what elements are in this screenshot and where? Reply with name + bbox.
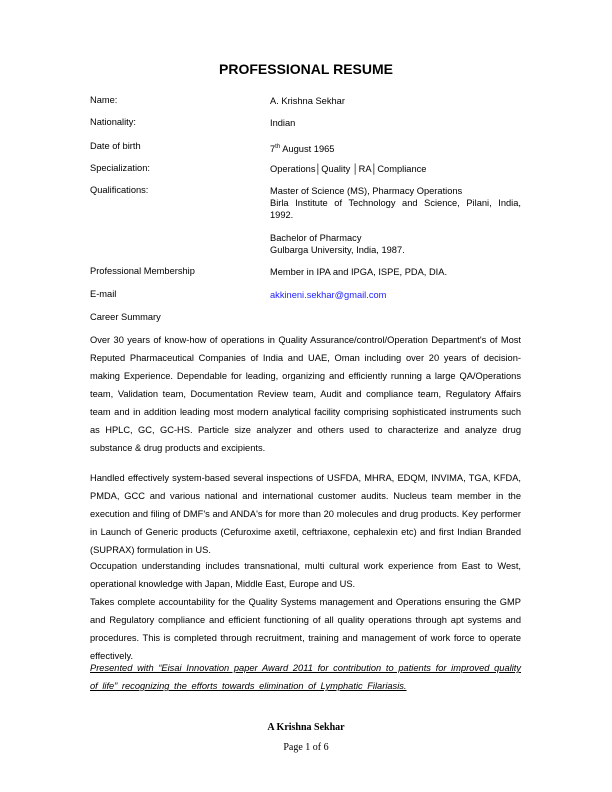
nationality-value: Indian [270,118,296,128]
summary-paragraph-1: Over 30 years of know-how of operations in Quality Assurance/control/Operation Department's of Most Reputed Pharmaceutical Companies of India and UAE, Oman including over 20 years of decision-making Experience. Dependable for leading, organizing and efficiently running a large QA/Operations team, Validation team, Documentation Review team, Audit and compliance team, Regulatory Affairs team and in addition leading most modern analytical facility comprising sophisticated instruments such as HPLC, GC, GC-HS. Particle size analyzer and others used to characterize and analyze drug substance & drug products and excipients. [90,335,521,453]
page-title: PROFESSIONAL RESUME [219,61,393,77]
qualification-school-2: Gulbarga University, India, 1987. [270,245,405,255]
dob-value [270,141,521,155]
footer-name: A Krishna Sekhar [267,722,345,733]
membership-label: Professional Membership [90,266,195,276]
qualification-school-1: Birla Institute of Technology and Science, Pilani, India, 1992. [270,198,521,220]
summary-paragraph-2: Handled effectively system-based several inspections of USFDA, MHRA, EDQM, INVIMA, TGA, KFDA, PMDA, GCC and various national and international customer audits. Nucleus team member in the execution and filing of DMF's and ANDA's for more than 20 molecules and drug products. Key performer in Launch of Generic products (Cefuroxime axetil, ceftriaxone, cephalexin etc) and first Indian Branded (SUPRAX) formulation in US. [90,473,521,555]
name-value: A. Krishna Sekhar [270,96,345,106]
specialization-value: Operations│Quality │RA│Compliance [270,164,427,174]
qualification-degree-2: Bachelor of Pharmacy [270,233,362,243]
dob-day: 7 [270,144,276,155]
dob-rest: August 1965 [280,144,335,155]
summary-paragraph-3: Occupation understanding includes transnational, multi cultural work experience from East to West, operational knowledge with Japan, Middle East, Europe and US. [90,561,521,589]
qualifications-label: Qualifications: [90,185,149,195]
dob-label: Date of birth [90,141,141,151]
nationality-label: Nationality: [90,117,136,127]
email-link[interactable]: akkineni.sekhar@gmail.com [270,290,387,300]
career-summary-heading: Career Summary [90,312,161,322]
award-statement: Presented with “Eisai Innovation paper Award 2011 for contribution to patients for improved quality of life” recognizing the efforts towards elimination of Lymphatic Filariasis. [90,663,521,691]
email-label: E-mail [90,289,117,299]
specialization-label: Specialization: [90,163,150,173]
qualification-degree-1: Master of Science (MS), Pharmacy Operations [270,186,463,196]
summary-paragraph-4: Takes complete accountability for the Quality Systems management and Operations ensuring the GMP and Regulatory compliance and efficient functioning of all quality operations through apt systems and procedures. This is completed through recruitment, training and management of work force to operate effectively. [90,597,521,661]
page-number: Page 1 of 6 [283,742,329,753]
dob-suffix: th [275,144,281,150]
membership-value: Member in IPA and IPGA, ISPE, PDA, DIA. [270,267,448,277]
name-label: Name: [90,95,118,105]
